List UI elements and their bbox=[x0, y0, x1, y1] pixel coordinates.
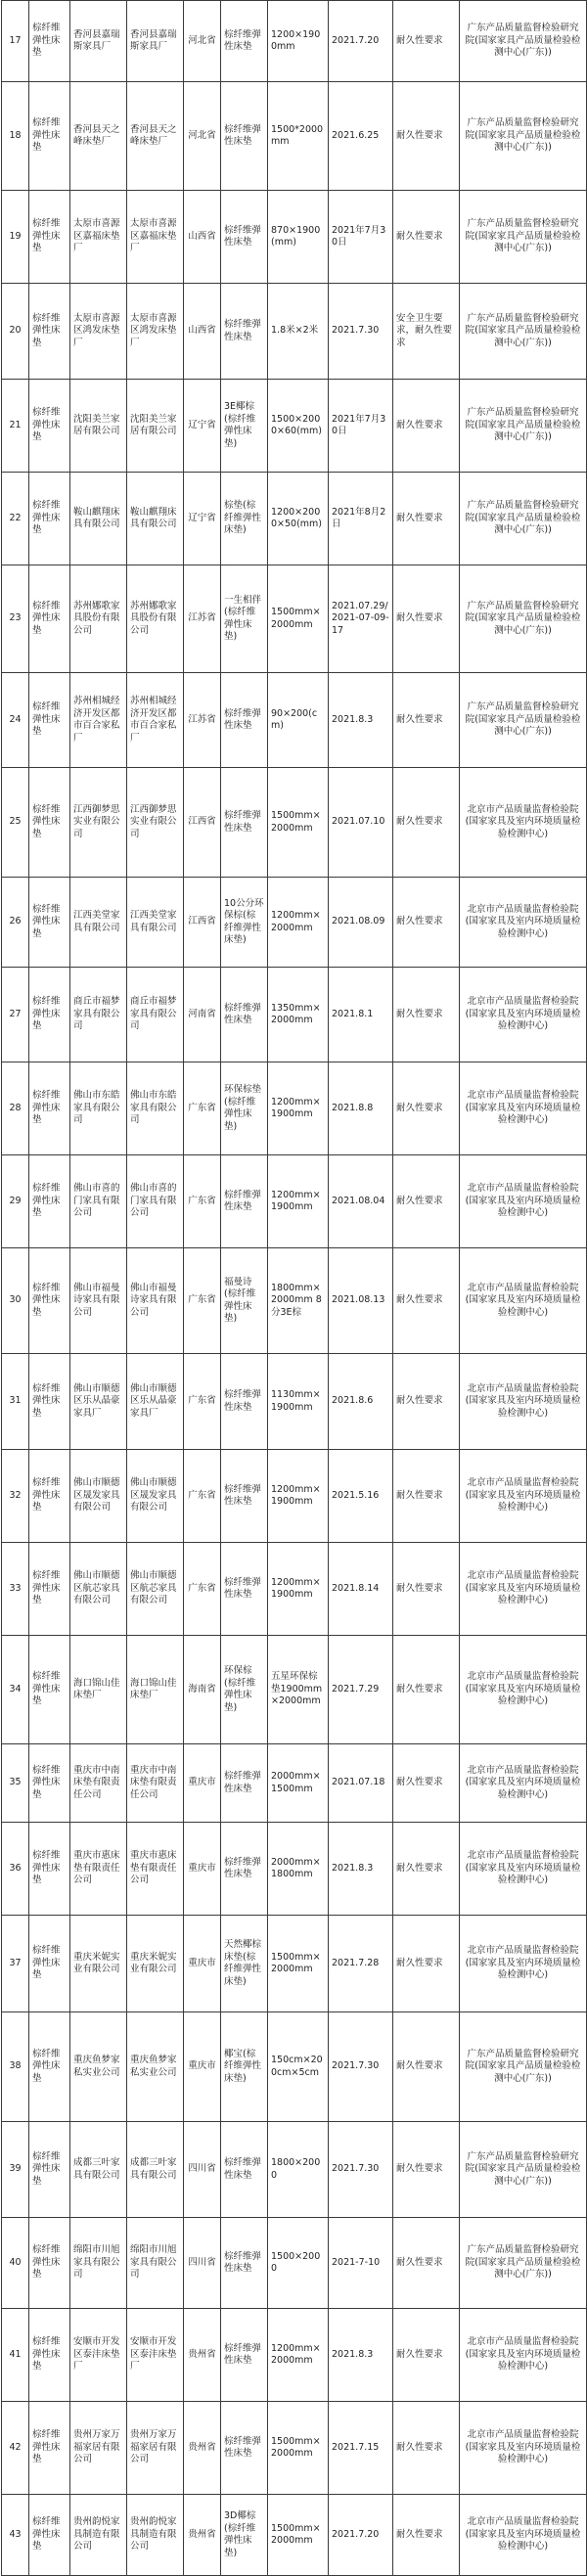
production-date: 2021.8.8 bbox=[329, 1062, 393, 1155]
testing-agency: 北京市产品质量监督检验院(国家家具及室内环境质量检验检测中心) bbox=[460, 968, 587, 1062]
producer-name: 贵州韵悦家具制造有限公司 bbox=[127, 2495, 184, 2576]
table-row bbox=[2, 1916, 587, 2012]
specification: 1800mm×2000mm 8分3E棕 bbox=[268, 1248, 329, 1354]
specification: 2000mm×1800mm bbox=[268, 1823, 329, 1916]
province: 海南省 bbox=[184, 1636, 221, 1744]
product-name: 棕纤维弹性床垫 bbox=[29, 2309, 70, 2402]
production-date: 2021.7.15 bbox=[329, 2402, 393, 2495]
production-date: 2021.8.3 bbox=[329, 673, 393, 768]
product-category: 棕纤维弹性床垫 bbox=[221, 673, 268, 768]
specification: 1800×2000 bbox=[268, 2122, 329, 2218]
product-name: 棕纤维弹性床垫 bbox=[29, 2218, 70, 2309]
table-row bbox=[2, 878, 587, 968]
row-number: 18 bbox=[2, 82, 29, 191]
specification: 1500×2000 bbox=[268, 2218, 329, 2309]
product-name: 棕纤维弹性床垫 bbox=[29, 1636, 70, 1744]
company-name: 重庆市中南床垫有限责任公司 bbox=[70, 1744, 127, 1823]
product-name: 棕纤维弹性床垫 bbox=[29, 673, 70, 768]
product-name: 棕纤维弹性床垫 bbox=[29, 2122, 70, 2218]
specification: 1500*2000mm bbox=[268, 82, 329, 191]
row-number: 35 bbox=[2, 1744, 29, 1823]
product-name: 棕纤维弹性床垫 bbox=[29, 1916, 70, 2012]
company-name: 佛山市顺德区晟发家具有限公司 bbox=[70, 1450, 127, 1543]
company-name: 江西御梦思实业有限公司 bbox=[70, 768, 127, 878]
province: 四川省 bbox=[184, 2218, 221, 2309]
product-name: 棕纤维弹性床垫 bbox=[29, 380, 70, 473]
product-name: 棕纤维弹性床垫 bbox=[29, 1543, 70, 1636]
product-category: 棕纤维弹性床垫 bbox=[221, 1823, 268, 1916]
failed-item: 耐久性要求 bbox=[393, 2309, 460, 2402]
failed-item: 耐久性要求 bbox=[393, 473, 460, 565]
row-number: 29 bbox=[2, 1155, 29, 1248]
company-name: 香河县嘉瑞斯家具厂 bbox=[70, 1, 127, 82]
table-row bbox=[2, 380, 587, 473]
row-number: 21 bbox=[2, 380, 29, 473]
testing-agency: 北京市产品质量监督检验院(国家家具及室内环境质量检验检测中心) bbox=[460, 1916, 587, 2012]
company-name: 太原市喜源区嘉福床垫厂 bbox=[70, 191, 127, 284]
product-name: 棕纤维弹性床垫 bbox=[29, 1155, 70, 1248]
testing-agency: 广东产品质量监督检验研究院(国家家具产品质量检验检测中心(广东)) bbox=[460, 565, 587, 673]
production-date: 2021年7月30日 bbox=[329, 191, 393, 284]
product-category: 棕纤维弹性床垫 bbox=[221, 82, 268, 191]
product-name: 棕纤维弹性床垫 bbox=[29, 1823, 70, 1916]
row-number: 38 bbox=[2, 2012, 29, 2122]
product-category: 福曼诗(棕纤维弹性床垫) bbox=[221, 1248, 268, 1354]
production-date: 2021.8.1 bbox=[329, 968, 393, 1062]
product-category: 棕垫(棕纤维弹性床垫) bbox=[221, 473, 268, 565]
specification: 1200mm×1900mm bbox=[268, 1543, 329, 1636]
failed-item: 耐久性要求 bbox=[393, 1062, 460, 1155]
product-name: 棕纤维弹性床垫 bbox=[29, 1062, 70, 1155]
production-date: 2021.7.29 bbox=[329, 1636, 393, 1744]
failed-item: 耐久性要求 bbox=[393, 768, 460, 878]
table-row bbox=[2, 2402, 587, 2495]
testing-agency: 广东产品质量监督检验研究院(国家家具产品质量检验检测中心(广东)) bbox=[460, 1, 587, 82]
product-category: 棕纤维弹性床垫 bbox=[221, 768, 268, 878]
testing-agency: 广东产品质量监督检验研究院(国家家具产品质量检验检测中心(广东)) bbox=[460, 284, 587, 380]
specification: 150cm×200cm×5cm bbox=[268, 2012, 329, 2122]
row-number: 43 bbox=[2, 2495, 29, 2576]
row-number: 32 bbox=[2, 1450, 29, 1543]
product-category: 棕纤维弹性床垫 bbox=[221, 191, 268, 284]
row-number: 23 bbox=[2, 565, 29, 673]
testing-agency: 广东产品质量监督检验研究院(国家家具产品质量检验检测中心(广东)) bbox=[460, 2012, 587, 2122]
product-name: 棕纤维弹性床垫 bbox=[29, 82, 70, 191]
company-name: 佛山市东皓家具有限公司 bbox=[70, 1062, 127, 1155]
testing-agency: 广东产品质量监督检验研究院(国家家具产品质量检验检测中心(广东)) bbox=[460, 673, 587, 768]
specification: 90×200(cm) bbox=[268, 673, 329, 768]
company-name: 沈阳美兰家居有限公司 bbox=[70, 380, 127, 473]
testing-agency: 北京市产品质量监督检验院(国家家具及室内环境质量检验检测中心) bbox=[460, 1636, 587, 1744]
company-name: 贵州万家万福家居有限公司 bbox=[70, 2402, 127, 2495]
producer-name: 安顺市开发区泰沣床垫厂 bbox=[127, 2309, 184, 2402]
product-name: 棕纤维弹性床垫 bbox=[29, 878, 70, 968]
specification: 1200mm×1900mm bbox=[268, 1450, 329, 1543]
table-row bbox=[2, 1744, 587, 1823]
production-date: 2021-7-10 bbox=[329, 2218, 393, 2309]
table-row bbox=[2, 2012, 587, 2122]
province: 广东省 bbox=[184, 1450, 221, 1543]
company-name: 佛山市顺德区航芯家具有限公司 bbox=[70, 1543, 127, 1636]
product-name: 棕纤维弹性床垫 bbox=[29, 968, 70, 1062]
failed-item: 耐久性要求 bbox=[393, 191, 460, 284]
producer-name: 佛山市顺德区乐从晶豪家具厂 bbox=[127, 1354, 184, 1450]
product-category: 棕纤维弹性床垫 bbox=[221, 1744, 268, 1823]
failed-item: 耐久性要求 bbox=[393, 1354, 460, 1450]
specification: 1200mm×2000mm bbox=[268, 2309, 329, 2402]
product-name: 棕纤维弹性床垫 bbox=[29, 2402, 70, 2495]
product-name: 棕纤维弹性床垫 bbox=[29, 284, 70, 380]
company-name: 绵阳市川旭家具有限公司 bbox=[70, 2218, 127, 2309]
row-number: 31 bbox=[2, 1354, 29, 1450]
failed-item: 耐久性要求 bbox=[393, 878, 460, 968]
table-row bbox=[2, 1450, 587, 1543]
testing-agency: 北京市产品质量监督检验院(国家家具及室内环境质量检验检测中心) bbox=[460, 768, 587, 878]
producer-name: 佛山市顺德区航芯家具有限公司 bbox=[127, 1543, 184, 1636]
producer-name: 重庆米妮实业有限公司 bbox=[127, 1916, 184, 2012]
province: 辽宁省 bbox=[184, 473, 221, 565]
production-date: 2021.7.30 bbox=[329, 2012, 393, 2122]
row-number: 39 bbox=[2, 2122, 29, 2218]
province: 广东省 bbox=[184, 1543, 221, 1636]
product-name: 棕纤维弹性床垫 bbox=[29, 1248, 70, 1354]
failed-item: 耐久性要求 bbox=[393, 1636, 460, 1744]
producer-name: 佛山市福曼诗家具有限公司 bbox=[127, 1248, 184, 1354]
testing-agency: 北京市产品质量监督检验院(国家家具及室内环境质量检验检测中心) bbox=[460, 1354, 587, 1450]
product-name: 棕纤维弹性床垫 bbox=[29, 191, 70, 284]
failed-item: 安全卫生要求，耐久性要求 bbox=[393, 284, 460, 380]
row-number: 36 bbox=[2, 1823, 29, 1916]
testing-agency: 北京市产品质量监督检验院(国家家具及室内环境质量检验检测中心) bbox=[460, 1543, 587, 1636]
production-date: 2021.08.13 bbox=[329, 1248, 393, 1354]
province: 江西省 bbox=[184, 768, 221, 878]
company-name: 商丘市福梦家具有限公司 bbox=[70, 968, 127, 1062]
failed-item: 耐久性要求 bbox=[393, 565, 460, 673]
table-row bbox=[2, 1, 587, 82]
row-number: 17 bbox=[2, 1, 29, 82]
testing-agency: 北京市产品质量监督检验院(国家家具及室内环境质量检验检测中心) bbox=[460, 2402, 587, 2495]
company-name: 鞍山麒翔床具有限公司 bbox=[70, 473, 127, 565]
province: 江西省 bbox=[184, 878, 221, 968]
producer-name: 苏州相城经济开发区都市百合家私厂 bbox=[127, 673, 184, 768]
producer-name: 江西御梦思实业有限公司 bbox=[127, 768, 184, 878]
row-number: 40 bbox=[2, 2218, 29, 2309]
table-row bbox=[2, 1543, 587, 1636]
specification: 1500mm×2000mm bbox=[268, 565, 329, 673]
company-name: 佛山市喜的门家具有限公司 bbox=[70, 1155, 127, 1248]
product-name: 棕纤维弹性床垫 bbox=[29, 565, 70, 673]
product-category: 3D椰棕(棕纤维弹性床垫) bbox=[221, 2495, 268, 2576]
product-category: 环保棕垫(棕纤维弹性床垫) bbox=[221, 1062, 268, 1155]
production-date: 2021.08.04 bbox=[329, 1155, 393, 1248]
failed-item: 耐久性要求 bbox=[393, 1248, 460, 1354]
production-date: 2021.08.09 bbox=[329, 878, 393, 968]
row-number: 27 bbox=[2, 968, 29, 1062]
specification: 1200mm×1900mm bbox=[268, 1155, 329, 1248]
production-date: 2021.5.16 bbox=[329, 1450, 393, 1543]
table-row bbox=[2, 2218, 587, 2309]
company-name: 成都三叶家具有限公司 bbox=[70, 2122, 127, 2218]
production-date: 2021年8月2日 bbox=[329, 473, 393, 565]
failed-item: 耐久性要求 bbox=[393, 968, 460, 1062]
row-number: 30 bbox=[2, 1248, 29, 1354]
production-date: 2021.7.20 bbox=[329, 1, 393, 82]
testing-agency: 北京市产品质量监督检验院(国家家具及室内环境质量检验检测中心) bbox=[460, 1450, 587, 1543]
province: 广东省 bbox=[184, 1155, 221, 1248]
producer-name: 太原市喜源区鸿发床垫厂 bbox=[127, 284, 184, 380]
company-name: 江西美堂家具有限公司 bbox=[70, 878, 127, 968]
table-row bbox=[2, 2309, 587, 2402]
province: 广东省 bbox=[184, 1248, 221, 1354]
row-number: 24 bbox=[2, 673, 29, 768]
company-name: 佛山市顺德区乐从晶豪家具厂 bbox=[70, 1354, 127, 1450]
producer-name: 重庆市中南床垫有限责任公司 bbox=[127, 1744, 184, 1823]
province: 辽宁省 bbox=[184, 380, 221, 473]
producer-name: 鞍山麒翔床具有限公司 bbox=[127, 473, 184, 565]
product-category: 3E椰棕(棕纤维弹性床垫) bbox=[221, 380, 268, 473]
table-row bbox=[2, 2495, 587, 2576]
failed-item: 耐久性要求 bbox=[393, 1744, 460, 1823]
company-name: 贵州韵悦家具制造有限公司 bbox=[70, 2495, 127, 2576]
producer-name: 商丘市福梦家具有限公司 bbox=[127, 968, 184, 1062]
failed-item: 耐久性要求 bbox=[393, 2402, 460, 2495]
product-name: 棕纤维弹性床垫 bbox=[29, 768, 70, 878]
province: 重庆市 bbox=[184, 1823, 221, 1916]
product-category: 椰宝(棕纤维弹性床垫) bbox=[221, 2012, 268, 2122]
producer-name: 江西美堂家具有限公司 bbox=[127, 878, 184, 968]
failed-item: 耐久性要求 bbox=[393, 1823, 460, 1916]
failed-item: 耐久性要求 bbox=[393, 380, 460, 473]
specification: 1130mm×1900mm bbox=[268, 1354, 329, 1450]
failed-item: 耐久性要求 bbox=[393, 2218, 460, 2309]
table-row bbox=[2, 1062, 587, 1155]
testing-agency: 北京市产品质量监督检验院(国家家具及室内环境质量检验检测中心) bbox=[460, 1062, 587, 1155]
testing-agency: 北京市产品质量监督检验院(国家家具及室内环境质量检验检测中心) bbox=[460, 1248, 587, 1354]
producer-name: 海口锦山佳床垫厂 bbox=[127, 1636, 184, 1744]
producer-name: 香河县嘉瑞斯家具厂 bbox=[127, 1, 184, 82]
specification: 1200×1900mm bbox=[268, 1, 329, 82]
product-category: 棕纤维弹性床垫 bbox=[221, 1155, 268, 1248]
production-date: 2021年7月30日 bbox=[329, 380, 393, 473]
company-name: 重庆米妮实业有限公司 bbox=[70, 1916, 127, 2012]
row-number: 41 bbox=[2, 2309, 29, 2402]
producer-name: 太原市喜源区嘉福床垫厂 bbox=[127, 191, 184, 284]
row-number: 37 bbox=[2, 1916, 29, 2012]
specification: 1500mm×2000mm bbox=[268, 2402, 329, 2495]
product-category: 棕纤维弹性床垫 bbox=[221, 284, 268, 380]
production-date: 2021.8.14 bbox=[329, 1543, 393, 1636]
table-row bbox=[2, 673, 587, 768]
producer-name: 重庆鱼梦家私实业公司 bbox=[127, 2012, 184, 2122]
company-name: 太原市喜源区鸿发床垫厂 bbox=[70, 284, 127, 380]
company-name: 香河县天之峰床垫厂 bbox=[70, 82, 127, 191]
product-category: 棕纤维弹性床垫 bbox=[221, 1543, 268, 1636]
specification: 1.8米×2米 bbox=[268, 284, 329, 380]
row-number: 28 bbox=[2, 1062, 29, 1155]
testing-agency: 北京市产品质量监督检验院(国家家具及室内环境质量检验检测中心) bbox=[460, 1823, 587, 1916]
row-number: 20 bbox=[2, 284, 29, 380]
province: 山西省 bbox=[184, 284, 221, 380]
product-category: 天然椰棕床垫(棕纤维弹性床垫) bbox=[221, 1916, 268, 2012]
province: 江苏省 bbox=[184, 565, 221, 673]
product-category: 棕纤维弹性床垫 bbox=[221, 2402, 268, 2495]
testing-agency: 广东产品质量监督检验研究院(国家家具产品质量检验检测中心(广东)) bbox=[460, 473, 587, 565]
production-date: 2021.07.29/2021-07-09-17 bbox=[329, 565, 393, 673]
production-date: 2021.07.18 bbox=[329, 1744, 393, 1823]
product-category: 一生相伴(棕纤维弹性床垫) bbox=[221, 565, 268, 673]
product-category: 棕纤维弹性床垫 bbox=[221, 2122, 268, 2218]
table-row bbox=[2, 565, 587, 673]
table-row bbox=[2, 968, 587, 1062]
province: 贵州省 bbox=[184, 2402, 221, 2495]
company-name: 海口锦山佳床垫厂 bbox=[70, 1636, 127, 1744]
producer-name: 佛山市顺德区晟发家具有限公司 bbox=[127, 1450, 184, 1543]
production-date: 2021.6.25 bbox=[329, 82, 393, 191]
specification: 1500mm×2000mm bbox=[268, 1916, 329, 2012]
company-name: 重庆鱼梦家私实业公司 bbox=[70, 2012, 127, 2122]
producer-name: 苏州娜歌家具股份有限公司 bbox=[127, 565, 184, 673]
production-date: 2021.07.10 bbox=[329, 768, 393, 878]
testing-agency: 广东产品质量监督检验研究院(国家家具产品质量检验检测中心(广东)) bbox=[460, 380, 587, 473]
table-row bbox=[2, 1155, 587, 1248]
table-row bbox=[2, 2122, 587, 2218]
specification: 1200mm×2000mm bbox=[268, 878, 329, 968]
testing-agency: 北京市产品质量监督检验院(国家家具及室内环境质量检验检测中心) bbox=[460, 2495, 587, 2576]
table-row bbox=[2, 191, 587, 284]
province: 广东省 bbox=[184, 1354, 221, 1450]
failed-item: 耐久性要求 bbox=[393, 1450, 460, 1543]
specification: 五星环保棕垫1900mm×2000mm bbox=[268, 1636, 329, 1744]
company-name: 苏州相城经济开发区都市百合家私厂 bbox=[70, 673, 127, 768]
table-row bbox=[2, 768, 587, 878]
province: 山西省 bbox=[184, 191, 221, 284]
results-table bbox=[1, 0, 587, 2576]
province: 河北省 bbox=[184, 82, 221, 191]
specification: 1500mm×2000mm bbox=[268, 2495, 329, 2576]
producer-name: 沈阳美兰家居有限公司 bbox=[127, 380, 184, 473]
specification: 1500mm×2000mm bbox=[268, 768, 329, 878]
testing-agency: 北京市产品质量监督检验院(国家家具及室内环境质量检验检测中心) bbox=[460, 1155, 587, 1248]
product-category: 棕纤维弹性床垫 bbox=[221, 968, 268, 1062]
failed-item: 耐久性要求 bbox=[393, 2122, 460, 2218]
table-row bbox=[2, 1354, 587, 1450]
product-name: 棕纤维弹性床垫 bbox=[29, 1, 70, 82]
failed-item: 耐久性要求 bbox=[393, 1916, 460, 2012]
table-row bbox=[2, 82, 587, 191]
product-category: 棕纤维弹性床垫 bbox=[221, 2309, 268, 2402]
product-category: 10公分环保棕(棕纤维弹性床垫) bbox=[221, 878, 268, 968]
specification: 1200×2000×50(mm) bbox=[268, 473, 329, 565]
product-category: 棕纤维弹性床垫 bbox=[221, 2218, 268, 2309]
product-category: 棕纤维弹性床垫 bbox=[221, 1, 268, 82]
testing-agency: 广东产品质量监督检验研究院(国家家具产品质量检验检测中心(广东)) bbox=[460, 2218, 587, 2309]
company-name: 苏州娜歌家具股份有限公司 bbox=[70, 565, 127, 673]
product-name: 棕纤维弹性床垫 bbox=[29, 1354, 70, 1450]
testing-agency: 广东产品质量监督检验研究院(国家家具产品质量检验检测中心(广东)) bbox=[460, 191, 587, 284]
producer-name: 成都三叶家具有限公司 bbox=[127, 2122, 184, 2218]
province: 广东省 bbox=[184, 1062, 221, 1155]
row-number: 42 bbox=[2, 2402, 29, 2495]
producer-name: 香河县天之峰床垫厂 bbox=[127, 82, 184, 191]
table-row bbox=[2, 1636, 587, 1744]
row-number: 26 bbox=[2, 878, 29, 968]
product-category: 棕纤维弹性床垫 bbox=[221, 1354, 268, 1450]
failed-item: 耐久性要求 bbox=[393, 2495, 460, 2576]
failed-item: 耐久性要求 bbox=[393, 1, 460, 82]
specification: 1500×2000×60(mm) bbox=[268, 380, 329, 473]
testing-agency: 北京市产品质量监督检验院(国家家具及室内环境质量检验检测中心) bbox=[460, 1744, 587, 1823]
production-date: 2021.8.3 bbox=[329, 1823, 393, 1916]
failed-item: 耐久性要求 bbox=[393, 82, 460, 191]
specification: 870×1900(mm) bbox=[268, 191, 329, 284]
product-category: 环保棕(棕纤维弹性床垫) bbox=[221, 1636, 268, 1744]
failed-item: 耐久性要求 bbox=[393, 1155, 460, 1248]
producer-name: 贵州万家万福家居有限公司 bbox=[127, 2402, 184, 2495]
row-number: 25 bbox=[2, 768, 29, 878]
company-name: 佛山市福曼诗家具有限公司 bbox=[70, 1248, 127, 1354]
testing-agency: 广东产品质量监督检验研究院(国家家具产品质量检验检测中心(广东)) bbox=[460, 2122, 587, 2218]
province: 四川省 bbox=[184, 2122, 221, 2218]
province: 贵州省 bbox=[184, 2495, 221, 2576]
province: 重庆市 bbox=[184, 1916, 221, 2012]
product-name: 棕纤维弹性床垫 bbox=[29, 473, 70, 565]
product-name: 棕纤维弹性床垫 bbox=[29, 2495, 70, 2576]
failed-item: 耐久性要求 bbox=[393, 1543, 460, 1636]
testing-agency: 广东产品质量监督检验研究院(国家家具产品质量检验检测中心(广东)) bbox=[460, 82, 587, 191]
producer-name: 佛山市喜的门家具有限公司 bbox=[127, 1155, 184, 1248]
producer-name: 佛山市东皓家具有限公司 bbox=[127, 1062, 184, 1155]
province: 河南省 bbox=[184, 968, 221, 1062]
table-row bbox=[2, 1823, 587, 1916]
producer-name: 重庆市惠床垫有限责任公司 bbox=[127, 1823, 184, 1916]
testing-agency: 北京市产品质量监督检验院(国家家具及室内环境质量检验检测中心) bbox=[460, 2309, 587, 2402]
production-date: 2021.7.20 bbox=[329, 2495, 393, 2576]
province: 重庆市 bbox=[184, 1744, 221, 1823]
product-category: 棕纤维弹性床垫 bbox=[221, 1450, 268, 1543]
specification: 1350mm×2000mm bbox=[268, 968, 329, 1062]
table-row bbox=[2, 473, 587, 565]
failed-item: 耐久性要求 bbox=[393, 673, 460, 768]
production-date: 2021.7.30 bbox=[329, 2122, 393, 2218]
product-name: 棕纤维弹性床垫 bbox=[29, 1450, 70, 1543]
province: 江苏省 bbox=[184, 673, 221, 768]
table-row bbox=[2, 1248, 587, 1354]
specification: 2000mm×1500mm bbox=[268, 1744, 329, 1823]
production-date: 2021.8.6 bbox=[329, 1354, 393, 1450]
row-number: 34 bbox=[2, 1636, 29, 1744]
company-name: 安顺市开发区泰沣床垫厂 bbox=[70, 2309, 127, 2402]
row-number: 19 bbox=[2, 191, 29, 284]
row-number: 33 bbox=[2, 1543, 29, 1636]
product-name: 棕纤维弹性床垫 bbox=[29, 2012, 70, 2122]
specification: 1200mm×1900mm bbox=[268, 1062, 329, 1155]
producer-name: 绵阳市川旭家具有限公司 bbox=[127, 2218, 184, 2309]
production-date: 2021.7.30 bbox=[329, 284, 393, 380]
testing-agency: 北京市产品质量监督检验院(国家家具及室内环境质量检验检测中心) bbox=[460, 878, 587, 968]
production-date: 2021.7.28 bbox=[329, 1916, 393, 2012]
table-row bbox=[2, 284, 587, 380]
product-name: 棕纤维弹性床垫 bbox=[29, 1744, 70, 1823]
company-name: 重庆市惠床垫有限责任公司 bbox=[70, 1823, 127, 1916]
province: 贵州省 bbox=[184, 2309, 221, 2402]
failed-item: 耐久性要求 bbox=[393, 2012, 460, 2122]
production-date: 2021.8.3 bbox=[329, 2309, 393, 2402]
row-number: 22 bbox=[2, 473, 29, 565]
province: 重庆市 bbox=[184, 2012, 221, 2122]
province: 河北省 bbox=[184, 1, 221, 82]
